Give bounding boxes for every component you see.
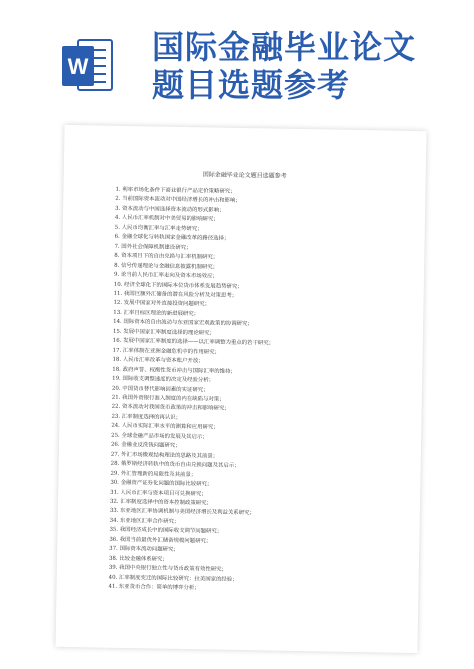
topic-item: 40. 汇率制度变迁的国际比较研究：拉美国家的经验； (108, 574, 238, 583)
topic-item: 20. 中国货币替代影响因素的实证研究； (111, 385, 209, 393)
topic-item: 18. 人民币汇率改革与资本账户开放； (112, 356, 204, 365)
banner-title (152, 28, 452, 104)
topic-item: 4. 人民币汇率机制对中美贸易的影响研究； (114, 215, 219, 223)
topic-item: 2. 当前国际资本流动对中国经济增长的冲击和影响； (115, 196, 241, 205)
topic-item: 10. 经济全球化下的国际本位货币体系发展趋势研究； (113, 281, 243, 290)
word-document-icon (62, 36, 114, 94)
topic-list (108, 186, 415, 598)
topic-item: 26. 金融业反洗钱问题研究； (110, 441, 181, 450)
topic-item: 1. 利率市场化条件下商业银行产品定价策略研究； (115, 186, 236, 195)
topic-item: 13. 汇率目标区理论的新进展研究； (113, 309, 200, 318)
document-page (55, 125, 426, 653)
topic-item: 8. 信号传递理论与金融信息披露机制研究； (114, 262, 219, 271)
topic-item: 35. 我国经济成长中的国际收支调节问题研究； (109, 527, 223, 536)
topic-item: 23. 汇率制度选择的再认识； (111, 413, 182, 421)
topic-item: 30. 金融资产证券化问题的国际比较研究； (110, 479, 213, 488)
topic-item: 28. 俄罗斯经济转轨中的货币自由兑换问题及其启示； (110, 460, 240, 470)
topic-item: 5. 人民币均衡汇率与汇率走势研究； (114, 224, 203, 233)
topic-item: 34. 东亚地区汇率合作研究； (109, 517, 180, 525)
topic-item: 3. 资本流动与中国选择资本流动的形式影响； (115, 205, 225, 214)
topic-item: 19. 国际收支调整速度的决定及经验分析； (112, 375, 215, 384)
topic-item: 16. 发展中国家汇率制度的选择——以汇率调整为重点的若干研究； (112, 338, 275, 347)
topic-item: 37. 国际资本流动问题研究； (109, 545, 179, 554)
banner-title-line-2: 题目选题参考 (152, 66, 351, 104)
topic-item: 6. 金融全球化与转轨国家金融改革的路径选择； (114, 234, 230, 243)
topic-item: 21. 我国外资银行准入制度的内在缺陷与对策； (111, 394, 225, 403)
topic-item: 41. 东亚货币合作：简单的博弈分析； (108, 583, 200, 592)
topic-item: 29. 外汇管理新的局限性及其前景； (110, 470, 197, 478)
topic-item: 24. 人民币实际汇率水平的测算和应用研究； (111, 423, 219, 431)
topic-item: 25. 全球金融产品市场的发展及其启示； (111, 432, 208, 441)
topic-item: 14. 国际资本的自由流动与东亚国家宏观政策的协调研究； (113, 319, 253, 328)
topic-item: 17. 汇率体制在亚洲金融危机中的作用研究； (112, 347, 221, 356)
banner (0, 0, 474, 112)
topic-item: 39. 我国中央银行独立性与货币政策有效性研究； (108, 564, 228, 573)
topic-item: 22. 资本流动对我国货币政策的冲击和影响研究； (111, 404, 230, 413)
topic-item: 7. 国外社会保障机制建设研究； (114, 243, 192, 251)
topic-item: 18. 政府声誉、权衡性货币冲击与国际汇率的维持； (112, 366, 236, 375)
topic-item: 33. 东亚地区汇率协调机制与美国经济增长及利益关系研究； (109, 508, 255, 517)
topic-item: 27. 外汇市场微观结构理论的思路及其前景； (110, 451, 219, 460)
topic-item: 8. 资本项目下的自由兑换与汇率机制研究； (114, 252, 219, 261)
topic-item: 32. 汇率制度选择中的资本控制政策研究； (109, 498, 212, 507)
document-title: 国际金融毕业论文题目选题参考 (202, 171, 287, 180)
topic-item: 36. 我国当前最优外汇储备规模问题研究； (109, 536, 212, 545)
topic-item: 12. 发展中国家对外直接投资问题研究； (113, 300, 211, 308)
topic-item: 38. 比较金融体系研究； (108, 555, 168, 563)
word-icon-letter: W (67, 54, 89, 79)
topic-item: 11. 我国巨额外汇储备的潜在风险分析及对策思考； (113, 290, 238, 299)
topic-item: 9. 论当前人民币汇率走向及资本市场效应； (113, 271, 218, 280)
banner-title-line-1: 国际金融毕业论文 (152, 28, 417, 66)
topic-item: 31. 人民币汇率与资本项目可兑换研究； (110, 489, 207, 497)
topic-item: 15. 发展中国家汇率制度选择的理论研究； (112, 328, 215, 337)
